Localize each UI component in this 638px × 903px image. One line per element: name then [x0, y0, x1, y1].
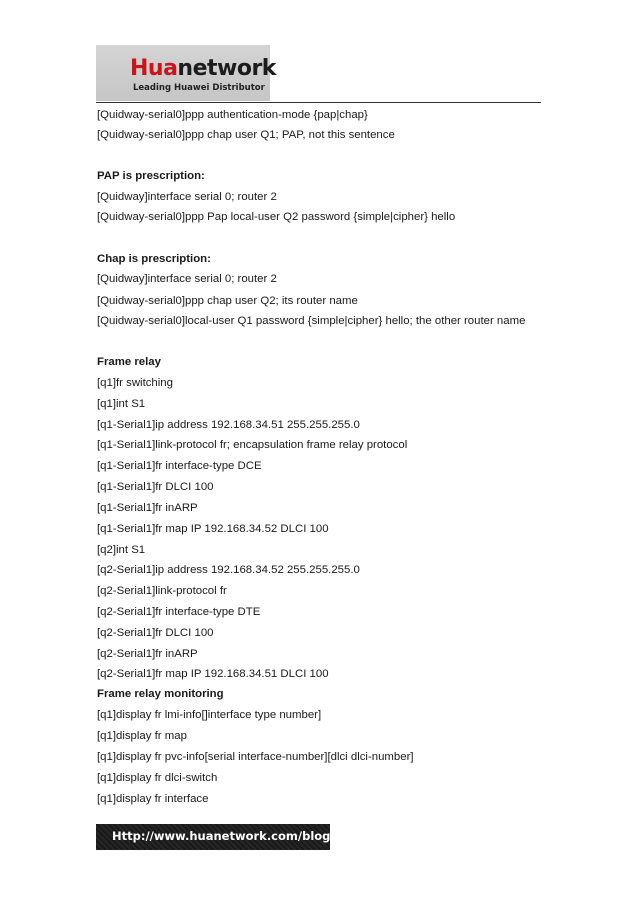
text-line: [q2-Serial1]fr DLCI 100	[97, 627, 214, 639]
text-line: [q2-Serial1]fr interface-type DTE	[97, 606, 261, 618]
text-line: [Quidway-serial0]ppp authentication-mode {pap|chap}	[97, 109, 368, 121]
text-line: [q2]int S1	[97, 544, 146, 556]
text-line: [Quidway-serial0]ppp Pap local-user Q2 password {simple|cipher} hello	[97, 211, 456, 223]
text-line: [q2-Serial1]fr map IP 192.168.34.51 DLCI 100	[97, 668, 329, 680]
section-heading-frame-relay-monitoring: Frame relay monitoring	[97, 688, 224, 700]
header-divider	[96, 102, 541, 103]
text-line: [q1]int S1	[97, 398, 146, 410]
text-line: [q1-Serial1]fr DLCI 100	[97, 481, 214, 493]
footer-url-banner[interactable]	[96, 824, 330, 850]
text-line: [q1-Serial1]link-protocol fr; encapsulation frame relay protocol	[97, 439, 408, 451]
text-line: [q1]display fr map	[97, 730, 187, 742]
text-line: [q2-Serial1]fr inARP	[97, 648, 198, 660]
text-line: [Quidway-serial0]ppp chap user Q2; its router name	[97, 295, 358, 307]
logo-wordmark	[130, 57, 276, 81]
text-line: [Quidway-serial0]ppp chap user Q1; PAP, not this sentence	[97, 129, 395, 141]
section-heading-frame-relay: Frame relay	[97, 356, 161, 368]
section-heading-chap: Chap is prescription:	[97, 253, 211, 265]
text-line: [q1-Serial1]ip address 192.168.34.51 255.255.255.0	[97, 419, 360, 431]
text-line: [q1-Serial1]fr interface-type DCE	[97, 460, 262, 472]
text-line: [q2-Serial1]link-protocol fr	[97, 585, 227, 597]
huanetwork-logo	[96, 45, 276, 101]
footer-url-text: Http://www.huanetwork.com/blog	[112, 829, 331, 843]
text-line: [Quidway-serial0]local-user Q1 password {simple|cipher} hello; the other router name	[97, 315, 526, 327]
text-line: [q2-Serial1]ip address 192.168.34.52 255.255.255.0	[97, 564, 360, 576]
logo-tagline: Leading Huawei Distributor	[133, 83, 265, 93]
text-line: [q1]display fr pvc-info[serial interface-number][dlci dlci-number]	[97, 751, 414, 763]
logo-hua-text: Hua	[130, 56, 178, 81]
text-line: [q1-Serial1]fr inARP	[97, 502, 198, 514]
text-line: [Quidway]interface serial 0; router 2	[97, 191, 277, 203]
text-line: [q1]display fr dlci-switch	[97, 772, 218, 784]
text-line: [Quidway]interface serial 0; router 2	[97, 273, 277, 285]
text-line: [q1]display fr lmi-info[]interface type number]	[97, 709, 322, 721]
text-line: [q1-Serial1]fr map IP 192.168.34.52 DLCI 100	[97, 523, 329, 535]
logo-network-text: network	[177, 56, 276, 81]
section-heading-pap: PAP is prescription:	[97, 170, 205, 182]
text-line: [q1]display fr interface	[97, 793, 209, 805]
text-line: [q1]fr switching	[97, 377, 173, 389]
